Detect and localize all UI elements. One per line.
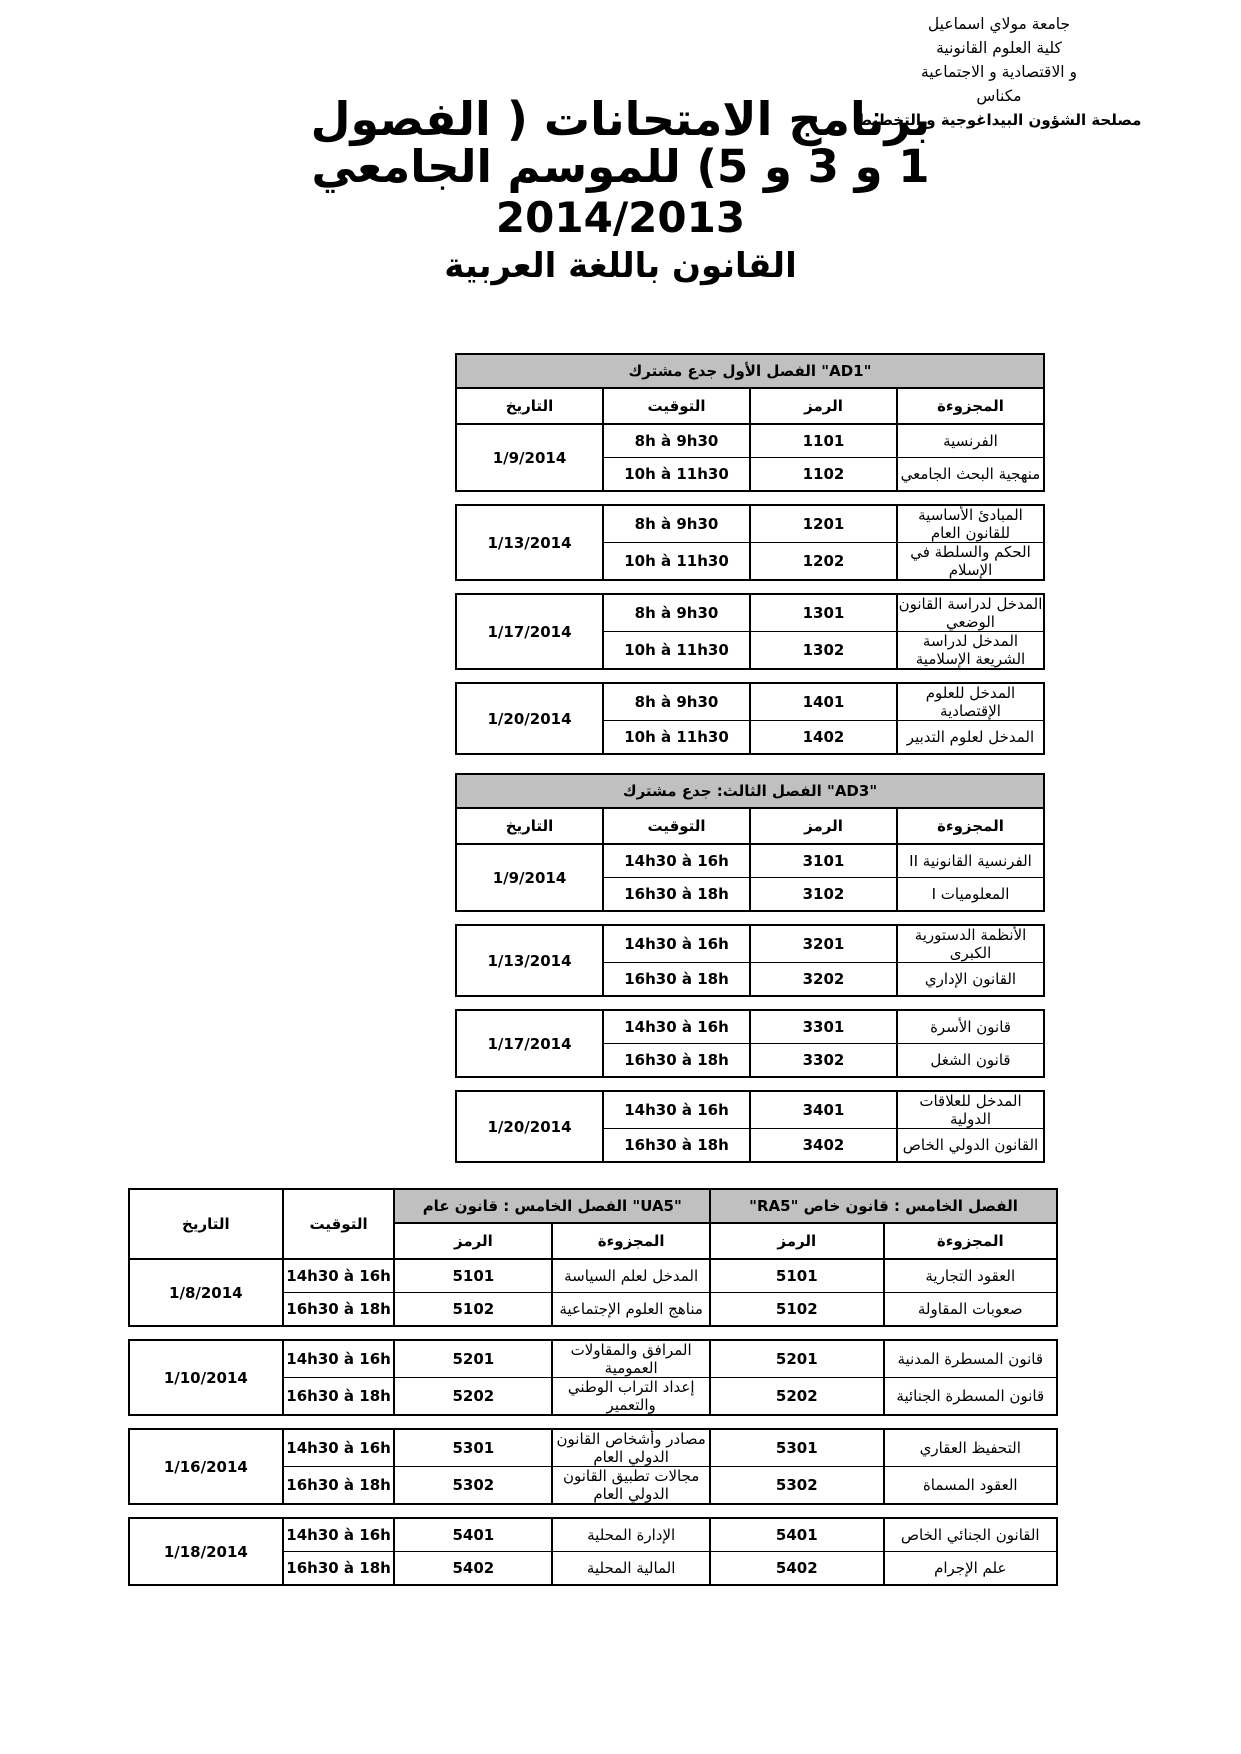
column-header-date: التاريخ [456,388,603,424]
cell-code-public: 5101 [394,1259,552,1293]
cell-time: 16h30 à 18h [603,963,750,997]
cell-module-private: قانون المسطرة المدنية [884,1340,1057,1378]
cell-time: 16h30 à 18h [603,878,750,912]
cell-code-private: 5101 [710,1259,883,1293]
cell-date: 1/13/2014 [456,925,603,996]
group-spacer [129,1504,1057,1518]
cell-time: 16h30 à 18h [603,1044,750,1078]
table-row [456,424,1044,458]
letterhead-service: مصلحة الشؤون البيداغوجية و التخطيط [856,111,1142,130]
cell-time: 14h30 à 16h [603,1010,750,1044]
group-spacer [456,491,1044,505]
column-header-code: الرمز [750,388,897,424]
cell-code: 1102 [750,458,897,492]
cell-time: 14h30 à 16h [283,1340,395,1378]
table-body-s5 [129,1189,1057,1585]
cell-code: 3101 [750,844,897,878]
spacer-cell [456,996,1044,1010]
cell-module: المدخل لعلوم التدبير [897,721,1044,755]
section-title: "AD1" الفصل الأول جدع مشترك [456,354,1044,388]
cell-code-private: 5102 [710,1293,883,1327]
table-row [129,1340,1057,1378]
cell-code-public: 5201 [394,1340,552,1378]
letterhead-line-university: جامعة مولاي اسماعيل [927,15,1071,33]
cell-date: 1/8/2014 [129,1259,283,1326]
cell-date: 1/18/2014 [129,1518,283,1585]
spacer-cell [129,1504,1057,1518]
cell-module: المدخل لدراسة الشريعة الإسلامية [897,632,1044,670]
cell-time: 10h à 11h30 [603,543,750,581]
table-body-ad1 [456,354,1044,754]
cell-time: 16h30 à 18h [603,1129,750,1163]
section-title-public: "UA5" الفصل الخامس : قانون عام [394,1189,710,1223]
cell-time: 10h à 11h30 [603,458,750,492]
cell-module-public: مناهج العلوم الإجتماعية [552,1293,710,1327]
cell-module: المدخل للعلاقات الدولية [897,1091,1044,1129]
section-title: "AD3" الفصل الثالث: جدع مشترك [456,774,1044,808]
page-title-clipped-text: برنامج الامتحانات ( الفصول [310,92,931,146]
cell-time: 16h30 à 18h [283,1467,395,1505]
column-header-date: التاريخ [456,808,603,844]
table-row [129,1518,1057,1552]
column-header-module-private: المجزوءة [884,1223,1057,1259]
cell-code: 1201 [750,505,897,543]
cell-code-public: 5301 [394,1429,552,1467]
cell-module-public: المالية المحلية [552,1552,710,1586]
group-spacer [456,911,1044,925]
cell-module: المدخل لدراسة القانون الوضعي [898,595,1043,631]
cell-code: 3301 [750,1010,897,1044]
table-row [456,925,1044,963]
group-spacer [129,1415,1057,1429]
cell-module: قانون الشغل [897,1044,1044,1078]
letterhead-line-faculty-cont: و الاقتصادية و الاجتماعية [921,63,1077,82]
cell-module: قانون الأسرة [897,1010,1044,1044]
cell-code-public: 5402 [394,1552,552,1586]
cell-time: 14h30 à 16h [603,925,750,963]
cell-module: القانون الإداري [897,963,1044,997]
table-row [129,1259,1057,1293]
column-header-code-private: الرمز [710,1223,883,1259]
cell-module-public: المدخل لعلم السياسة [552,1259,710,1293]
cell-date: 1/20/2014 [456,683,603,754]
cell-module-private: قانون المسطرة الجنائية [884,1378,1057,1416]
cell-time: 16h30 à 18h [283,1378,395,1416]
spacer-cell [129,1415,1057,1429]
cell-date: 1/16/2014 [129,1429,283,1504]
group-spacer [456,996,1044,1010]
cell-module-public: مصادر وأشخاص القانون الدولي العام [552,1429,710,1467]
cell-module-private: العقود المسماة [884,1467,1057,1505]
column-header-code-public: الرمز [394,1223,552,1259]
cell-code-public: 5202 [394,1378,552,1416]
cell-code: 1301 [750,594,897,632]
table-row [456,1091,1044,1129]
spacer-cell [129,1326,1057,1340]
cell-time: 14h30 à 16h [603,844,750,878]
spacer-cell [456,911,1044,925]
cell-module-public: الإدارة المحلية [552,1518,710,1552]
column-header-row [456,388,1044,424]
cell-time: 10h à 11h30 [603,632,750,670]
group-spacer [456,1077,1044,1091]
cell-code: 3402 [750,1129,897,1163]
cell-module: المعلوميات I [897,878,1044,912]
group-spacer [129,1326,1057,1340]
cell-module-private: صعوبات المقاولة [884,1293,1057,1327]
cell-code: 3201 [750,925,897,963]
group-spacer [456,580,1044,594]
page-title-line1: 1 و 3 و 5) للموسم الجامعي [311,140,930,193]
cell-code: 1402 [750,721,897,755]
cell-time: 14h30 à 16h [283,1429,395,1467]
column-header-module-public: المجزوءة [552,1223,710,1259]
cell-date: 1/17/2014 [456,1010,603,1077]
column-header-time: التوقيت [603,388,750,424]
spacer-cell [456,1077,1044,1091]
cell-module-private: علم الإجرام [884,1552,1057,1586]
cell-module: منهجية البحث الجامعي [897,458,1044,492]
column-header-row [456,808,1044,844]
cell-code-private: 5301 [710,1429,883,1467]
spacer-cell [456,580,1044,594]
cell-time: 16h30 à 18h [283,1552,395,1586]
cell-code-private: 5202 [710,1378,883,1416]
page-subtitle-language: القانون باللغة العربية [444,246,797,287]
cell-time: 8h à 9h30 [603,505,750,543]
cell-code-private: 5201 [710,1340,883,1378]
cell-time: 16h30 à 18h [283,1293,395,1327]
column-header-module: المجزوءة [897,808,1044,844]
column-header-time: التوقيت [283,1189,395,1259]
group-spacer [456,669,1044,683]
column-header-code: الرمز [750,808,897,844]
cell-module-private: العقود التجارية [884,1259,1057,1293]
cell-date: 1/9/2014 [456,844,603,911]
cell-module: الفرنسية [897,424,1044,458]
letterhead-line-faculty: كلية العلوم القانونية [936,39,1062,58]
section-header-row [129,1189,1057,1223]
table-row [129,1429,1057,1467]
cell-time: 8h à 9h30 [603,594,750,632]
cell-module: الحكم والسلطة في الإسلام [897,543,1044,581]
cell-code-private: 5401 [710,1518,883,1552]
schedule-table-s5 [128,1188,1058,1586]
cell-module-private: التحفيظ العقاري [884,1429,1057,1467]
cell-date: 1/9/2014 [456,424,603,491]
schedule-table-ad1 [455,353,1045,755]
table-row [456,505,1044,543]
section-header-row [456,354,1044,388]
table-row [456,594,1044,632]
cell-time: 10h à 11h30 [603,721,750,755]
section-header-row [456,774,1044,808]
cell-code: 3102 [750,878,897,912]
cell-code: 3302 [750,1044,897,1078]
spacer-cell [456,491,1044,505]
section-title-private: الفصل الخامس : قانون خاص "RA5" [710,1189,1057,1223]
cell-module: القانون الدولي الخاص [897,1129,1044,1163]
table-row [456,1010,1044,1044]
cell-date: 1/20/2014 [456,1091,603,1162]
cell-date: 1/10/2014 [129,1340,283,1415]
cell-module-public: مجالات تطبيق القانون الدولي العام [552,1467,710,1505]
cell-date: 1/13/2014 [456,505,603,580]
cell-module: الفرنسية القانونية II [897,844,1044,878]
cell-code: 3401 [750,1091,897,1129]
cell-time: 14h30 à 16h [603,1091,750,1129]
cell-module: المبادئ الأساسية للقانون العام [897,505,1044,543]
cell-code: 1302 [750,632,897,670]
cell-time: 8h à 9h30 [603,683,750,721]
cell-code-public: 5401 [394,1518,552,1552]
letterhead-line-city: مكناس [976,87,1022,106]
cell-module: المدخل للعلوم الإقتصادية [897,683,1044,721]
cell-module-public: إعداد التراب الوطني والتعمير [552,1378,710,1416]
schedule-table-ad3 [455,773,1045,1163]
cell-code-private: 5402 [710,1552,883,1586]
cell-time: 14h30 à 16h [283,1518,395,1552]
page-title-academic-year: 2014/2013 [495,193,746,243]
spacer-cell [456,669,1044,683]
column-header-date: التاريخ [129,1189,283,1259]
cell-code-public: 5102 [394,1293,552,1327]
cell-code-private: 5302 [710,1467,883,1505]
cell-code: 3202 [750,963,897,997]
cell-time: 8h à 9h30 [603,424,750,458]
cell-code: 1202 [750,543,897,581]
cell-code: 1101 [750,424,897,458]
cell-code-public: 5302 [394,1467,552,1505]
cell-date: 1/17/2014 [456,594,603,669]
column-header-time: التوقيت [603,808,750,844]
cell-module: الأنظمة الدستورية الكبرى [897,925,1044,963]
table-row [456,844,1044,878]
cell-module-private: القانون الجنائي الخاص [884,1518,1057,1552]
table-body-ad3 [456,774,1044,1162]
cell-module-public: المرافق والمقاولات العمومية [552,1340,710,1378]
table-row [456,683,1044,721]
cell-code: 1401 [750,683,897,721]
cell-time: 14h30 à 16h [283,1259,395,1293]
column-header-module: المجزوءة [897,388,1044,424]
